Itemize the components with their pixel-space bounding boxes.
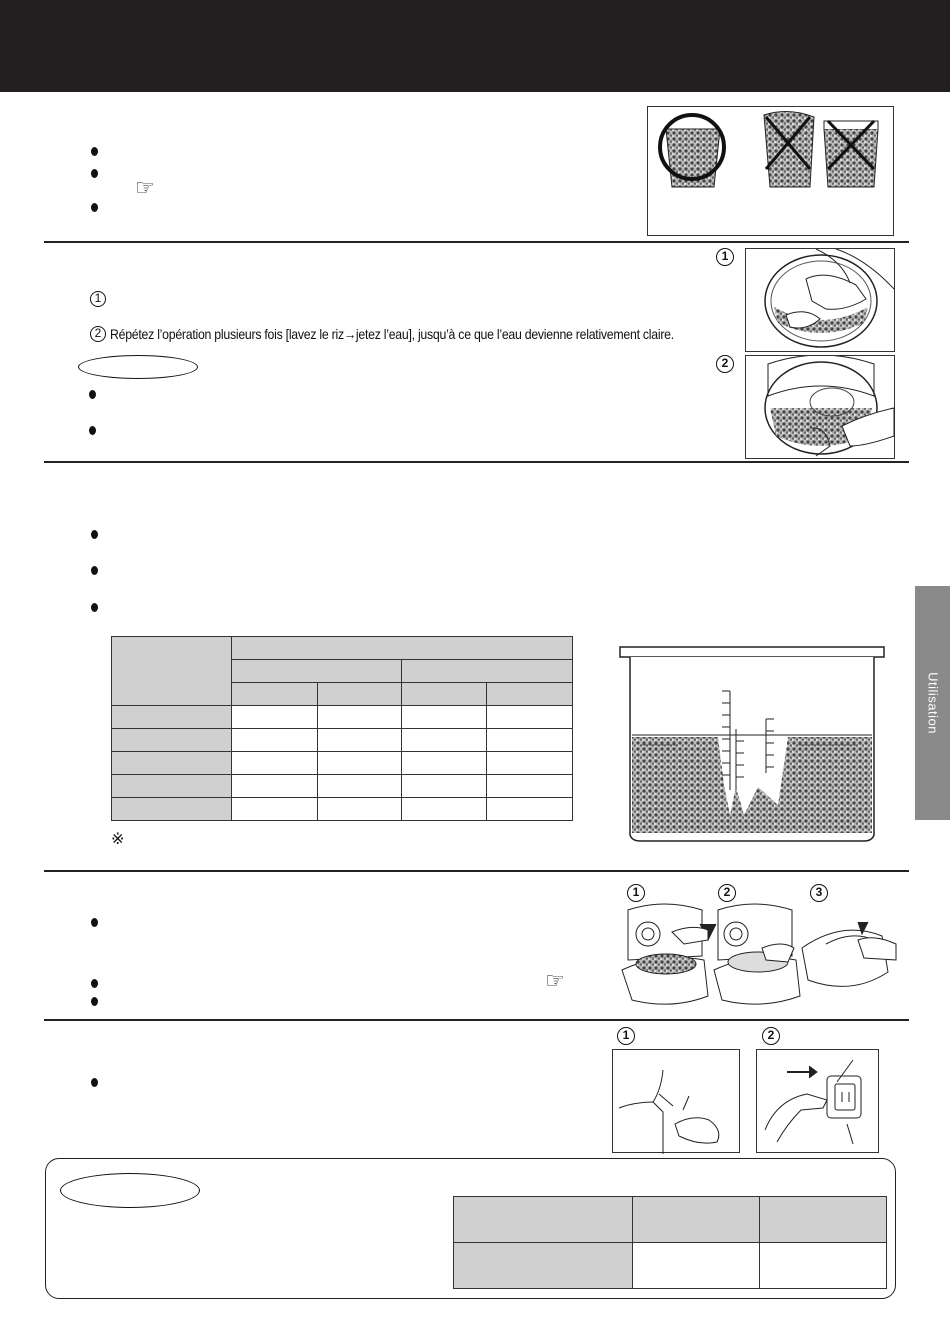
- table-header-cell: [402, 683, 487, 706]
- rice-leveling-illustration: [647, 106, 894, 236]
- bullet: [91, 566, 98, 575]
- table-row: [112, 706, 573, 729]
- table-row: [112, 775, 573, 798]
- step-number-1: 1: [716, 248, 734, 266]
- inner-pot-water-level-illustration: [618, 645, 888, 845]
- table-header-cell: [112, 637, 232, 706]
- water-level-table: [111, 636, 573, 821]
- bullet: [91, 530, 98, 539]
- pointing-hand-icon[interactable]: ☞: [135, 176, 155, 201]
- step-number-1: 1: [617, 1027, 635, 1045]
- section-divider: [44, 1019, 909, 1021]
- bullet: [91, 603, 98, 612]
- note-mark: ※: [111, 829, 125, 848]
- cord-connection-illustration: [612, 1049, 740, 1153]
- table-header-cell: [760, 1197, 887, 1243]
- table-row: [112, 729, 573, 752]
- tip-table: [453, 1196, 887, 1289]
- bullet: [91, 979, 98, 988]
- step-number-2: 2: [718, 884, 736, 902]
- plug-into-outlet-illustration: [756, 1049, 879, 1153]
- step-number-3: 3: [810, 884, 828, 902]
- section-divider: [44, 241, 909, 243]
- section-divider: [44, 870, 909, 872]
- tip-label-oval: [60, 1173, 200, 1208]
- table-header-cell: [454, 1243, 633, 1289]
- step2-instruction: Répétez l’opération plusieurs fois [lavez le riz→jetez l’eau], jusqu’à ce que l’eau devienne relativement claire.: [110, 326, 674, 342]
- bullet: [91, 203, 98, 212]
- table-cell: [760, 1243, 887, 1289]
- bullet: [89, 426, 96, 435]
- table-header-cell: [487, 683, 573, 706]
- bullet: [91, 169, 98, 178]
- bullet: [91, 918, 98, 927]
- pointing-hand-icon[interactable]: ☞: [545, 969, 565, 994]
- table-row: [112, 798, 573, 821]
- table-header-cell: [454, 1197, 633, 1243]
- washing-rice-illustration: [745, 248, 895, 352]
- substep-marker-1: 1: [90, 291, 106, 307]
- table-row: [112, 752, 573, 775]
- bullet: [91, 147, 98, 156]
- table-header-cell: [633, 1197, 760, 1243]
- table-header-cell: [318, 683, 402, 706]
- table-cell: [633, 1243, 760, 1289]
- side-tab[interactable]: [915, 586, 950, 820]
- bullet: [91, 997, 98, 1006]
- section-divider: [44, 461, 909, 463]
- table-row: [454, 1243, 887, 1289]
- table-header-cell: [232, 683, 318, 706]
- step-number-1: 1: [627, 884, 645, 902]
- draining-water-illustration: [745, 355, 895, 459]
- substep-marker-2: 2: [90, 326, 106, 342]
- table-header-cell: [232, 637, 573, 660]
- note-label-oval: [78, 355, 198, 379]
- table-header-cell: [402, 660, 573, 683]
- step-number-2: 2: [716, 355, 734, 373]
- bullet: [91, 1078, 98, 1087]
- side-tab-label: Utilisation: [925, 672, 940, 734]
- header-bar: [0, 0, 950, 92]
- table-header-cell: [232, 660, 402, 683]
- bullet: [89, 390, 96, 399]
- step-number-2: 2: [762, 1027, 780, 1045]
- insert-pot-illustrations: [612, 900, 902, 1015]
